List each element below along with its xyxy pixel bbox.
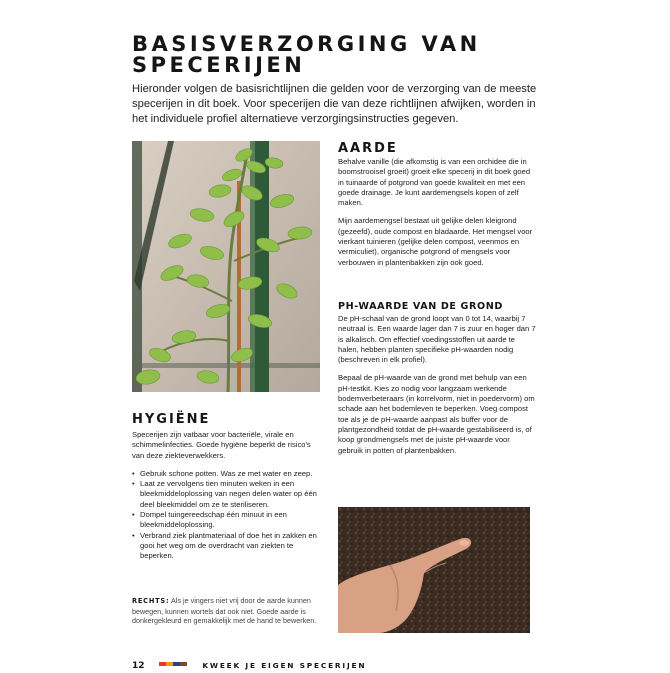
list-item: • Gebruik schone potten. Was ze met water en zeep. <box>132 469 320 479</box>
intro-paragraph: Hieronder volgen de basisrichtlijnen die gelden voor de verzorging van de meeste specerijen in dit boek. Voor specerijen die van deze richtlijnen afwijken, worden in het individuele profiel alternatieve verzorgingsinstructies gegeven. <box>132 83 537 125</box>
footer-stripe-orange <box>166 662 173 666</box>
aarde-paragraph-1: Behalve vanille (die afkomstig is van een orchidee die in boomstrooisel groeit) groeit elke specerij in dit boek goed in tuinaarde of potgrond van goede kwaliteit en met een goede drainage. Je kunt aardemengsels kopen of zelf maken. <box>338 157 531 208</box>
page-title-line-2: SPECERIJEN <box>132 53 306 77</box>
section-heading-hygiene: HYGIËNE <box>132 412 211 427</box>
page-footer <box>132 655 367 671</box>
caption-label: RECHTS: <box>132 597 170 605</box>
ph-text <box>338 314 536 464</box>
section-heading-ph: PH-WAARDE VAN DE GROND <box>338 301 503 312</box>
aarde-paragraph-2: Mijn aardemengsel bestaat uit gelijke delen kleigrond (gezeefd), oude compost en bladaarde. Het mengsel voor vierkant tuinieren (gelijke delen compost, veenmos en vermiculiet), organische potgrond of mengsels voor verbouwen in plantenbakken zijn ook goed. <box>338 216 533 267</box>
caption-text: Als je vingers niet vrij door de aarde kunnen bewegen, kunnen wortels dat ook niet. Goede aarde is donkergekleurd en gemakkelijk met de hand te bewerken. <box>132 596 317 626</box>
footer-stripe-blue <box>173 662 180 666</box>
plant-photo-illustration <box>132 141 320 392</box>
photo-caption <box>132 596 320 626</box>
ph-paragraph-1: De pH-schaal van de grond loopt van 0 tot 14, waarbij 7 neutraal is. Een waarde lager dan 7 is zuur en hoger dan 7 is alkalisch. Om effectief voedingsstoffen uit aarde te halen, hebben planten specifieke pH-waarden nodig (beschreven in elk profiel). <box>338 314 536 365</box>
footer-book-title: KWEEK JE EIGEN SPECERIJEN <box>202 661 367 670</box>
list-item: • Verbrand ziek plantmateriaal of doe het in zakken en gooi het weg om de overdracht van ziekten te beperken. <box>132 531 320 562</box>
list-item: • Dompel tuingereedschap één minuut in een bleekmiddeloplossing. <box>132 510 320 531</box>
footer-stripe-brown <box>180 662 187 666</box>
page-title-line-1: BASISVERZORGING VAN <box>132 32 481 56</box>
plant-photo <box>132 141 320 392</box>
hygiene-intro: Specerijen zijn vatbaar voor bacteriële, virale en schimmelinfecties. Goede hygiëne beperkt de risico's van deze ziekteverwekkers. <box>132 430 311 460</box>
footer-stripe-red <box>159 662 166 666</box>
aarde-text <box>338 157 536 276</box>
page-title <box>132 34 552 76</box>
soil-photo <box>338 507 530 633</box>
ph-paragraph-2: Bepaal de pH-waarde van de grond met behulp van een pH-testkit. Kies zo nodig voor langzaam werkende bodemverbeteraars (in korrelvorm, niet in poedervorm) om schade aan het bodemleven te beperken. Voeg compost toe als je de pH-waarde aanpast als buffer voor de plantgezondheid totdat de pH-waarde gestabiliseerd is, of koop grondmengsels met de juiste pH-waarde voor gebruik in potten of plantenbakken. <box>338 373 535 455</box>
list-item: • Laat ze vervolgens tien minuten weken in een bleekmiddeloplossing van negen delen water op één deel bleekmiddel om ze te steriliseren. <box>132 479 320 510</box>
hygiene-text <box>132 430 320 562</box>
hygiene-list <box>132 469 320 562</box>
page-number: 12 <box>132 661 145 671</box>
section-heading-aarde: AARDE <box>338 141 398 156</box>
soil-photo-illustration <box>338 507 530 633</box>
